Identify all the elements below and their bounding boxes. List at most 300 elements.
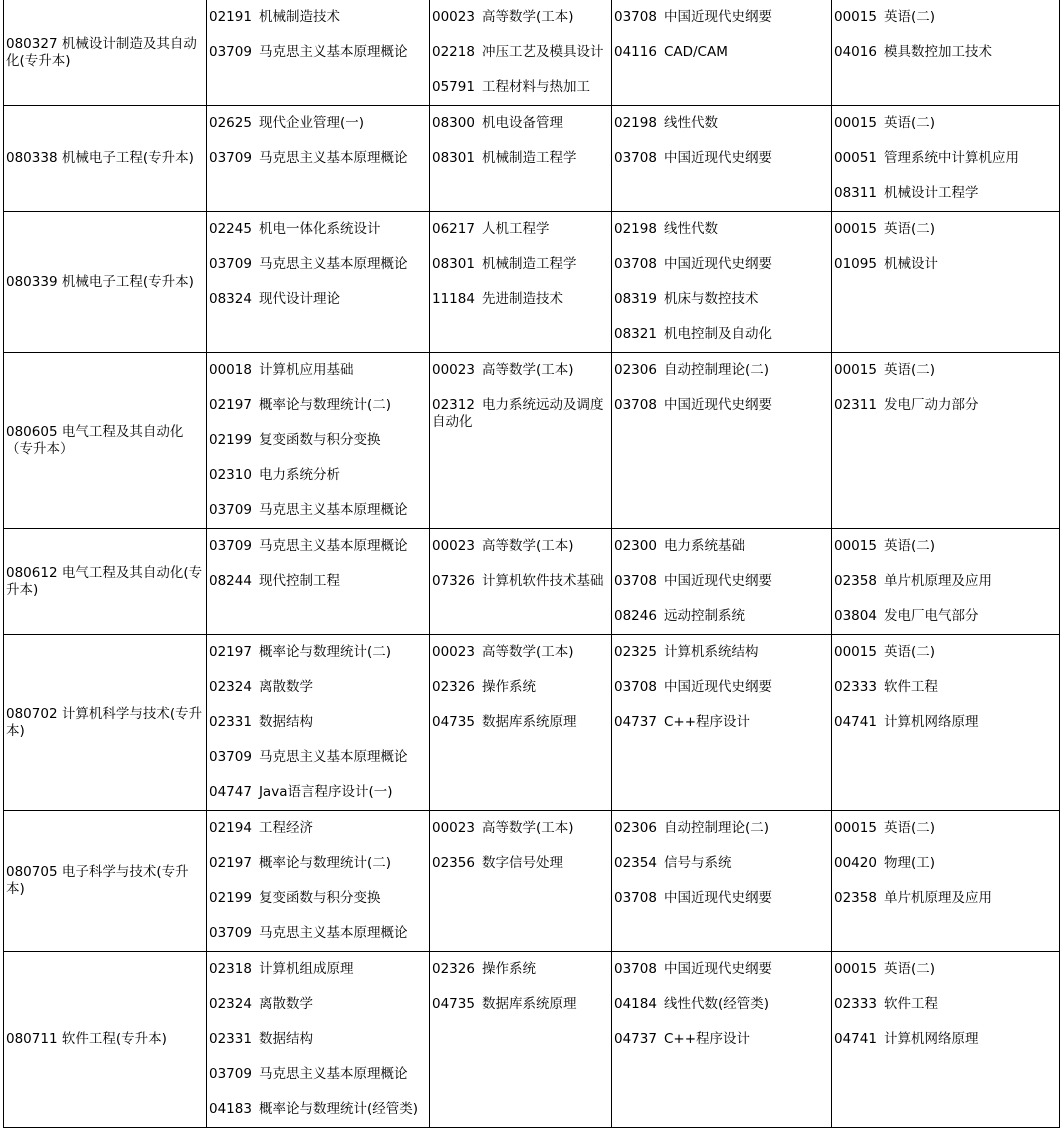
course-code: 04184 xyxy=(614,996,657,1012)
course-code: 00023 xyxy=(432,9,475,25)
course-name: 高等数学(工本) xyxy=(481,362,574,378)
course-item xyxy=(430,282,611,317)
course-code: 08321 xyxy=(614,326,657,342)
course-item xyxy=(207,141,429,176)
group2-cell xyxy=(430,353,612,529)
course-name: 机床与数控技术 xyxy=(663,291,759,307)
course-item xyxy=(612,282,831,317)
course-name: 复变函数与积分变换 xyxy=(258,890,381,906)
course-code: 02306 xyxy=(614,820,657,836)
major-cell: 080702 计算机科学与技术(专升本) xyxy=(4,635,207,811)
course-name: 发电厂动力部分 xyxy=(883,397,979,413)
course-item xyxy=(207,811,429,846)
course-item xyxy=(430,846,611,881)
course-code: 02218 xyxy=(432,44,475,60)
course-name: 计算机网络原理 xyxy=(883,714,979,730)
course-item xyxy=(832,529,1059,564)
course-code: 04016 xyxy=(834,44,877,60)
course-code: 02318 xyxy=(209,961,252,977)
course-item xyxy=(612,106,831,141)
course-code: 00015 xyxy=(834,115,877,131)
course-item xyxy=(430,70,611,105)
course-name: 马克思主义基本原理概论 xyxy=(258,256,408,272)
course-name: 操作系统 xyxy=(481,679,536,695)
course-code: 00420 xyxy=(834,855,877,871)
course-name: 离散数学 xyxy=(258,679,313,695)
course-item xyxy=(207,388,429,423)
course-item xyxy=(612,705,831,740)
group1-cell xyxy=(207,952,430,1128)
course-code: 08244 xyxy=(209,573,252,589)
course-code: 00015 xyxy=(834,538,877,554)
course-name: 英语(二) xyxy=(883,820,935,836)
group3-cell xyxy=(612,635,832,811)
course-item xyxy=(207,846,429,881)
group4-cell xyxy=(832,811,1060,952)
course-item xyxy=(430,564,611,599)
course-name: 远动控制系统 xyxy=(663,608,745,624)
course-name: 物理(工) xyxy=(883,855,935,871)
course-item xyxy=(832,176,1059,211)
course-name: 电力系统远动及调度自动化 xyxy=(432,397,604,430)
course-code: 02331 xyxy=(209,714,252,730)
course-item xyxy=(612,247,831,282)
course-item xyxy=(832,987,1059,1022)
course-name: CAD/CAM xyxy=(663,44,728,60)
course-name: 计算机应用基础 xyxy=(258,362,354,378)
course-name: 现代控制工程 xyxy=(258,573,340,589)
course-item xyxy=(207,35,429,70)
course-code: 02197 xyxy=(209,855,252,871)
table-row xyxy=(4,635,1060,811)
course-item xyxy=(612,987,831,1022)
course-name: 机械制造工程学 xyxy=(481,256,577,272)
group4-cell xyxy=(832,0,1060,106)
course-name: 英语(二) xyxy=(883,221,935,237)
course-name: 英语(二) xyxy=(883,644,935,660)
course-name: 英语(二) xyxy=(883,9,935,25)
course-item xyxy=(430,141,611,176)
course-item xyxy=(612,846,831,881)
course-code: 03709 xyxy=(209,749,252,765)
course-code: 08300 xyxy=(432,115,475,131)
course-item xyxy=(207,247,429,282)
major-cell: 080338 机械电子工程(专升本) xyxy=(4,106,207,212)
course-code: 04741 xyxy=(834,1031,877,1047)
course-code: 03708 xyxy=(614,573,657,589)
course-name: 机械制造工程学 xyxy=(481,150,577,166)
course-name: 机械设计 xyxy=(883,256,938,272)
course-item xyxy=(832,599,1059,634)
course-item xyxy=(207,705,429,740)
course-name: 高等数学(工本) xyxy=(481,644,574,660)
course-item xyxy=(612,0,831,35)
course-item xyxy=(430,529,611,564)
course-item xyxy=(207,1022,429,1057)
course-code: 02191 xyxy=(209,9,252,25)
course-code: 02199 xyxy=(209,890,252,906)
course-item xyxy=(832,212,1059,247)
course-item xyxy=(430,0,611,35)
course-item xyxy=(207,423,429,458)
course-code: 03709 xyxy=(209,925,252,941)
course-name: 英语(二) xyxy=(883,961,935,977)
group1-cell xyxy=(207,811,430,952)
course-name: 数据结构 xyxy=(258,714,313,730)
course-item xyxy=(430,952,611,987)
course-item xyxy=(430,635,611,670)
course-item xyxy=(430,35,611,70)
course-name: 中国近现代史纲要 xyxy=(663,256,772,272)
course-name: 概率论与数理统计(经管类) xyxy=(258,1101,418,1117)
course-code: 03709 xyxy=(209,44,252,60)
table-row xyxy=(4,0,1060,106)
course-item xyxy=(430,388,611,430)
table-row xyxy=(4,952,1060,1128)
group1-cell xyxy=(207,212,430,353)
course-item xyxy=(207,635,429,670)
course-item xyxy=(207,353,429,388)
group4-cell xyxy=(832,635,1060,811)
course-name: 工程材料与热加工 xyxy=(481,79,590,95)
major-cell: 080612 电气工程及其自动化(专升本) xyxy=(4,529,207,635)
course-item xyxy=(430,212,611,247)
course-code: 01095 xyxy=(834,256,877,272)
course-code: 00015 xyxy=(834,961,877,977)
course-item xyxy=(832,564,1059,599)
course-name: 自动控制理论(二) xyxy=(663,362,769,378)
course-item xyxy=(207,775,429,810)
course-code: 03709 xyxy=(209,538,252,554)
group4-cell xyxy=(832,212,1060,353)
course-code: 00051 xyxy=(834,150,877,166)
course-name: 马克思主义基本原理概论 xyxy=(258,1066,408,1082)
course-name: 英语(二) xyxy=(883,362,935,378)
course-item xyxy=(207,881,429,916)
course-item xyxy=(612,35,831,70)
course-item xyxy=(612,564,831,599)
course-item xyxy=(207,529,429,564)
course-item xyxy=(207,106,429,141)
course-name: 概率论与数理统计(二) xyxy=(258,855,391,871)
course-item xyxy=(832,0,1059,35)
course-code: 00015 xyxy=(834,820,877,836)
course-item xyxy=(832,635,1059,670)
course-item xyxy=(832,705,1059,740)
course-name: 线性代数(经管类) xyxy=(663,996,769,1012)
course-name: 数字信号处理 xyxy=(481,855,563,871)
course-name: 机电设备管理 xyxy=(481,115,563,131)
course-item xyxy=(207,0,429,35)
course-item xyxy=(832,881,1059,916)
course-code: 04737 xyxy=(614,714,657,730)
group2-cell xyxy=(430,635,612,811)
course-code: 04116 xyxy=(614,44,657,60)
table-row xyxy=(4,212,1060,353)
course-code: 02326 xyxy=(432,679,475,695)
course-item xyxy=(612,1022,831,1057)
course-code: 04735 xyxy=(432,996,475,1012)
course-name: 机电控制及自动化 xyxy=(663,326,772,342)
course-code: 02625 xyxy=(209,115,252,131)
course-item xyxy=(207,1092,429,1127)
course-code: 08311 xyxy=(834,185,877,201)
course-name: 先进制造技术 xyxy=(481,291,563,307)
course-table-body xyxy=(4,0,1060,1128)
course-name: 复变函数与积分变换 xyxy=(258,432,381,448)
group2-cell xyxy=(430,811,612,952)
course-name: 离散数学 xyxy=(258,996,313,1012)
course-code: 02324 xyxy=(209,679,252,695)
course-code: 02198 xyxy=(614,115,657,131)
course-item xyxy=(612,388,831,423)
course-code: 00023 xyxy=(432,538,475,554)
course-code: 04741 xyxy=(834,714,877,730)
course-item xyxy=(612,599,831,634)
group1-cell xyxy=(207,529,430,635)
course-code: 00015 xyxy=(834,9,877,25)
course-item xyxy=(207,564,429,599)
course-code: 05791 xyxy=(432,79,475,95)
table-row xyxy=(4,353,1060,529)
course-name: 马克思主义基本原理概论 xyxy=(258,502,408,518)
course-code: 03708 xyxy=(614,9,657,25)
course-item xyxy=(612,529,831,564)
major-cell: 080711 软件工程(专升本) xyxy=(4,952,207,1128)
course-item xyxy=(832,353,1059,388)
table-row xyxy=(4,106,1060,212)
course-code: 02333 xyxy=(834,679,877,695)
course-name: 机械制造技术 xyxy=(258,9,340,25)
course-name: 电力系统分析 xyxy=(258,467,340,483)
course-code: 00023 xyxy=(432,820,475,836)
course-item xyxy=(430,811,611,846)
course-code: 03709 xyxy=(209,1066,252,1082)
course-name: 高等数学(工本) xyxy=(481,538,574,554)
course-item xyxy=(207,670,429,705)
course-name: 中国近现代史纲要 xyxy=(663,150,772,166)
course-name: 中国近现代史纲要 xyxy=(663,679,772,695)
course-name: 中国近现代史纲要 xyxy=(663,890,772,906)
group4-cell xyxy=(832,952,1060,1128)
course-name: 数据结构 xyxy=(258,1031,313,1047)
course-name: 高等数学(工本) xyxy=(481,9,574,25)
course-name: 计算机系统结构 xyxy=(663,644,759,660)
group3-cell xyxy=(612,353,832,529)
course-code: 04183 xyxy=(209,1101,252,1117)
course-item xyxy=(832,388,1059,423)
group1-cell xyxy=(207,353,430,529)
course-code: 03708 xyxy=(614,150,657,166)
course-name: 单片机原理及应用 xyxy=(883,890,992,906)
major-cell: 080605 电气工程及其自动化（专升本） xyxy=(4,353,207,529)
course-item xyxy=(612,670,831,705)
course-item xyxy=(832,811,1059,846)
group3-cell xyxy=(612,529,832,635)
course-item xyxy=(207,952,429,987)
course-item xyxy=(832,35,1059,70)
group2-cell xyxy=(430,0,612,106)
course-code: 02331 xyxy=(209,1031,252,1047)
course-name: 自动控制理论(二) xyxy=(663,820,769,836)
course-name: 概率论与数理统计(二) xyxy=(258,397,391,413)
course-code: 04735 xyxy=(432,714,475,730)
course-code: 08301 xyxy=(432,150,475,166)
course-name: 计算机网络原理 xyxy=(883,1031,979,1047)
course-name: 数据库系统原理 xyxy=(481,996,577,1012)
course-code: 00015 xyxy=(834,221,877,237)
course-name: 单片机原理及应用 xyxy=(883,573,992,589)
course-name: 现代设计理论 xyxy=(258,291,340,307)
group4-cell xyxy=(832,529,1060,635)
course-code: 03804 xyxy=(834,608,877,624)
course-code: 00015 xyxy=(834,644,877,660)
course-code: 02306 xyxy=(614,362,657,378)
course-item xyxy=(612,141,831,176)
course-code: 02197 xyxy=(209,397,252,413)
group4-cell xyxy=(832,353,1060,529)
course-code: 02358 xyxy=(834,890,877,906)
major-cell: 080327 机械设计制造及其自动化(专升本) xyxy=(4,0,207,106)
course-name: 发电厂电气部分 xyxy=(883,608,979,624)
course-item xyxy=(430,353,611,388)
course-name: 马克思主义基本原理概论 xyxy=(258,749,408,765)
group3-cell xyxy=(612,0,832,106)
course-item xyxy=(430,247,611,282)
course-item xyxy=(832,106,1059,141)
course-item xyxy=(430,705,611,740)
group2-cell xyxy=(430,212,612,353)
course-name: 操作系统 xyxy=(481,961,536,977)
course-name: 工程经济 xyxy=(258,820,313,836)
course-item xyxy=(832,247,1059,282)
course-name: 英语(二) xyxy=(883,115,935,131)
course-item xyxy=(207,493,429,528)
course-item xyxy=(207,458,429,493)
course-name: 线性代数 xyxy=(663,221,718,237)
course-name: 马克思主义基本原理概论 xyxy=(258,150,408,166)
course-code: 02194 xyxy=(209,820,252,836)
course-code: 02312 xyxy=(432,397,475,413)
major-cell: 080339 机械电子工程(专升本) xyxy=(4,212,207,353)
course-code: 02198 xyxy=(614,221,657,237)
course-item xyxy=(612,952,831,987)
group1-cell xyxy=(207,0,430,106)
course-code: 11184 xyxy=(432,291,475,307)
course-code: 08246 xyxy=(614,608,657,624)
course-name: 计算机组成原理 xyxy=(258,961,354,977)
course-name: 马克思主义基本原理概论 xyxy=(258,925,408,941)
course-name: 电力系统基础 xyxy=(663,538,745,554)
course-name: C++程序设计 xyxy=(663,1031,751,1047)
course-name: 线性代数 xyxy=(663,115,718,131)
course-item xyxy=(612,635,831,670)
course-code: 07326 xyxy=(432,573,475,589)
course-name: 中国近现代史纲要 xyxy=(663,961,772,977)
course-code: 04737 xyxy=(614,1031,657,1047)
course-name: 数据库系统原理 xyxy=(481,714,577,730)
course-table xyxy=(3,0,1060,1128)
course-code: 02324 xyxy=(209,996,252,1012)
course-item xyxy=(832,141,1059,176)
course-code: 02325 xyxy=(614,644,657,660)
course-code: 02326 xyxy=(432,961,475,977)
course-name: 概率论与数理统计(二) xyxy=(258,644,391,660)
course-name: 中国近现代史纲要 xyxy=(663,9,772,25)
course-item xyxy=(207,916,429,951)
course-name: 机械设计工程学 xyxy=(883,185,979,201)
course-item xyxy=(832,670,1059,705)
course-name: 中国近现代史纲要 xyxy=(663,573,772,589)
course-name: 软件工程 xyxy=(883,996,938,1012)
course-item xyxy=(832,952,1059,987)
course-code: 03709 xyxy=(209,502,252,518)
course-item xyxy=(612,811,831,846)
course-item xyxy=(612,881,831,916)
group2-cell xyxy=(430,529,612,635)
course-code: 00018 xyxy=(209,362,252,378)
course-name: 马克思主义基本原理概论 xyxy=(258,44,408,60)
course-name: 冲压工艺及模具设计 xyxy=(481,44,604,60)
group3-cell xyxy=(612,811,832,952)
course-item xyxy=(207,212,429,247)
course-code: 02310 xyxy=(209,467,252,483)
course-code: 03708 xyxy=(614,890,657,906)
course-code: 02197 xyxy=(209,644,252,660)
course-name: Java语言程序设计(一) xyxy=(258,784,393,800)
group2-cell xyxy=(430,952,612,1128)
course-code: 00023 xyxy=(432,362,475,378)
course-code: 03708 xyxy=(614,679,657,695)
course-item xyxy=(832,1022,1059,1057)
course-name: 机电一体化系统设计 xyxy=(258,221,381,237)
table-row xyxy=(4,811,1060,952)
course-name: 现代企业管理(一) xyxy=(258,115,364,131)
course-item xyxy=(207,740,429,775)
course-item xyxy=(207,987,429,1022)
course-name: 高等数学(工本) xyxy=(481,820,574,836)
course-code: 00023 xyxy=(432,644,475,660)
course-code: 08319 xyxy=(614,291,657,307)
course-code: 06217 xyxy=(432,221,475,237)
course-item xyxy=(612,212,831,247)
course-item xyxy=(832,846,1059,881)
course-code: 02199 xyxy=(209,432,252,448)
group3-cell xyxy=(612,212,832,353)
group2-cell xyxy=(430,106,612,212)
course-code: 00015 xyxy=(834,362,877,378)
course-name: 计算机软件技术基础 xyxy=(481,573,604,589)
course-name: 软件工程 xyxy=(883,679,938,695)
group4-cell xyxy=(832,106,1060,212)
course-code: 02358 xyxy=(834,573,877,589)
course-code: 02356 xyxy=(432,855,475,871)
course-code: 03709 xyxy=(209,150,252,166)
course-name: 管理系统中计算机应用 xyxy=(883,150,1019,166)
group1-cell xyxy=(207,635,430,811)
course-item xyxy=(430,106,611,141)
course-name: 英语(二) xyxy=(883,538,935,554)
course-code: 02354 xyxy=(614,855,657,871)
course-item xyxy=(207,282,429,317)
course-name: 中国近现代史纲要 xyxy=(663,397,772,413)
course-code: 03709 xyxy=(209,256,252,272)
group3-cell xyxy=(612,106,832,212)
course-item xyxy=(612,317,831,352)
course-item xyxy=(207,1057,429,1092)
course-item xyxy=(430,987,611,1022)
course-code: 02300 xyxy=(614,538,657,554)
